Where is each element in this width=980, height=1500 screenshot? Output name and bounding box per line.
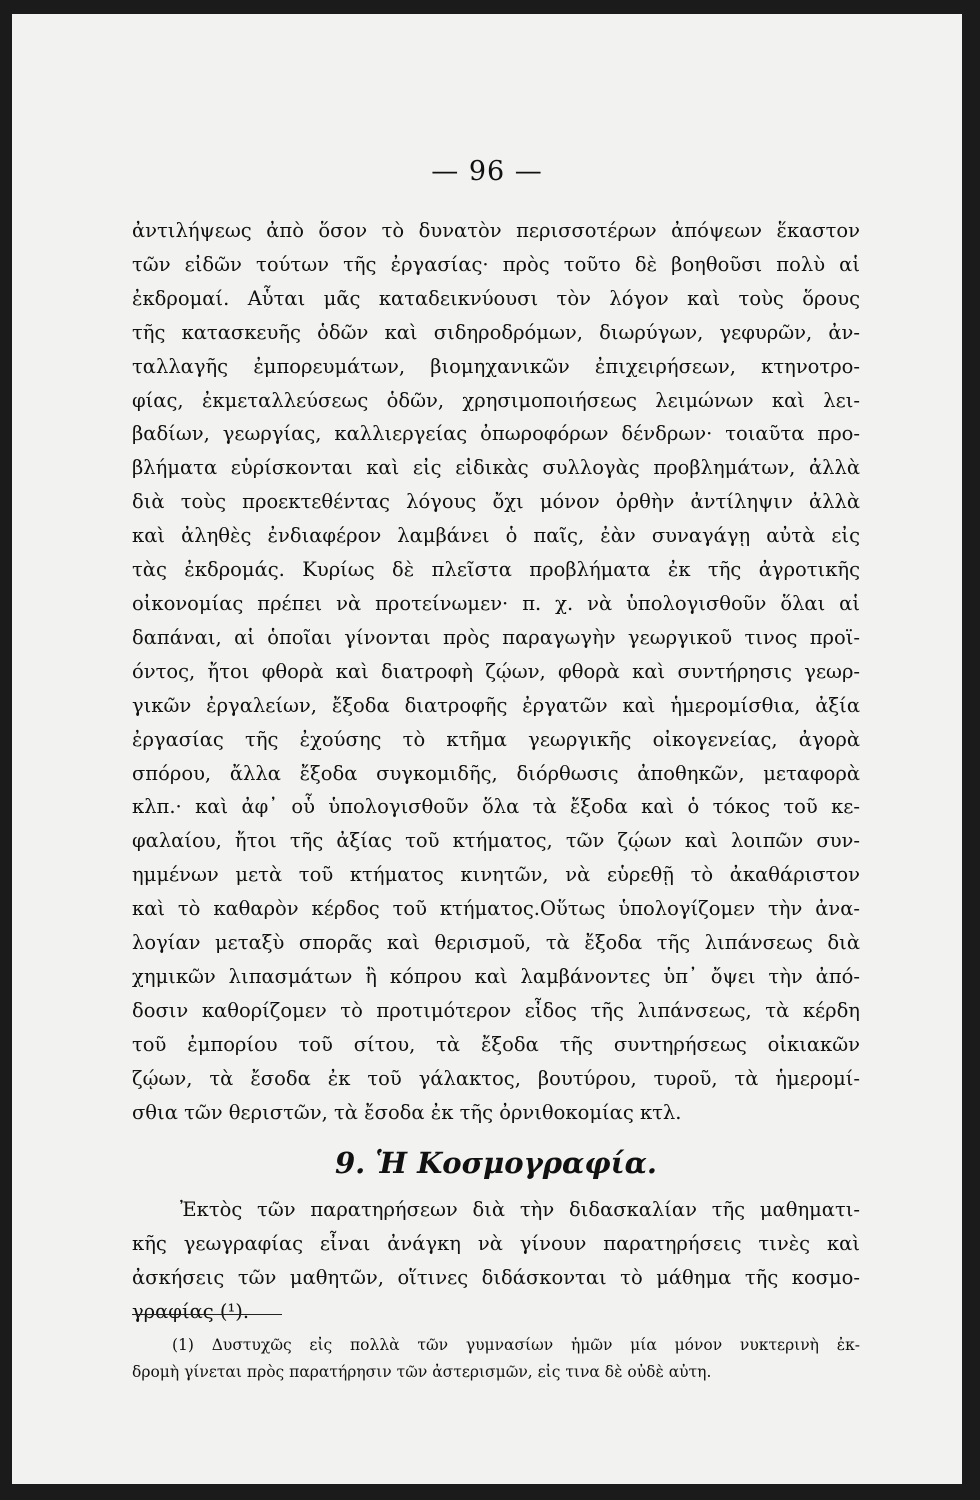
- text-line: σθια τῶν θεριστῶν, τὰ ἔσοδα ἐκ τῆς ὀρνιθοκομίας κτλ.: [132, 1100, 682, 1124]
- text-line: τοῦ ἐμπορίου τοῦ σίτου, τὰ ἔξοδα τῆς συντηρήσεως οἰκιακῶν: [132, 1032, 860, 1056]
- text-line: ζῴων, τὰ ἔσοδα ἐκ τοῦ γάλακτος, βουτύρου, τυροῦ, τὰ ἡμερομί-: [132, 1066, 860, 1090]
- text-line: φαλαίου, ἤτοι τῆς ἀξίας τοῦ κτήματος, τῶν ζῴων καὶ λοιπῶν συν-: [132, 829, 860, 853]
- text-line: ημμένων μετὰ τοῦ κτήματος κινητῶν, νὰ εὑρεθῇ τὸ ἀκαθάριστον: [132, 863, 860, 887]
- text-line: ἐκδρομαί. Αὗται μᾶς καταδεικνύουσι τὸν λόγον καὶ τοὺς ὅρους: [132, 286, 860, 310]
- text-line: χημικῶν λιπασμάτων ἢ κόπρου καὶ λαμβάνοντες ὑπ᾿ ὄψει τὴν ἀπό-: [132, 964, 860, 988]
- text-line: καὶ τὸ καθαρὸν κέρδος τοῦ κτήματος.Οὕτως ὑπολογίζομεν τὴν ἀνα-: [132, 897, 860, 921]
- text-line: οἰκονομίας πρέπει νὰ προτείνωμεν· π. χ. νὰ ὑπολογισθοῦν ὅλαι αἱ: [132, 591, 860, 615]
- paragraph-2: [132, 1193, 860, 1329]
- footnote-line: δρομὴ γίνεται πρὸς παρατήρησιν τῶν ἀστερισμῶν, εἰς τινα δὲ οὐδὲ αὐτη.: [132, 1363, 712, 1381]
- text-line: ταλλαγῆς ἐμπορευμάτων, βιομηχανικῶν ἐπιχειρήσεων, κτηνοτρο-: [132, 354, 860, 378]
- text-line: ἀσκήσεις τῶν μαθητῶν, οἵτινες διδάσκονται τὸ μάθημα τῆς κοσμο-: [132, 1266, 860, 1290]
- text-line: ἀντιλήψεως ἀπὸ ὅσον τὸ δυνατὸν περισσοτέρων ἀπόψεων ἕκαστον: [132, 219, 860, 242]
- text-line: κῆς γεωγραφίας εἶναι ἀνάγκη νὰ γίνουν παρατηρήσεις τινὲς καὶ: [132, 1232, 860, 1256]
- footnote-divider: [132, 1314, 282, 1315]
- text-line: όντος, ἤτοι φθορὰ καὶ διατροφὴ ζῴων, φθορὰ καὶ συντήρησις γεωρ-: [132, 659, 860, 683]
- footnote: [132, 1332, 860, 1386]
- text-line: δαπάναι, αἱ ὁποῖαι γίνονται πρὸς παραγωγὴν γεωργικοῦ τινος προϊ-: [132, 625, 860, 649]
- section-heading: [132, 1143, 860, 1183]
- text-line: τὰς ἐκδρομάς. Κυρίως δὲ πλεῖστα προβλήματα ἐκ τῆς ἀγροτικῆς: [132, 558, 860, 582]
- text-line: κλπ.· καὶ ἀφ᾿ οὗ ὑπολογισθοῦν ὅλα τὰ ἔξοδα καὶ ὁ τόκος τοῦ κε-: [132, 795, 860, 819]
- text-line: σπόρου, ἄλλα ἔξοδα συγκομιδῆς, διόρθωσις ἀποθηκῶν, μεταφορὰ: [132, 761, 860, 785]
- text-line: καὶ ἀληθὲς ἐνδιαφέρον λαμβάνει ὁ παῖς, ἐὰν συναγάγῃ αὐτὰ εἰς: [132, 524, 860, 548]
- text-line: τῆς κατασκευῆς ὁδῶν καὶ σιδηροδρόμων, διωρύγων, γεφυρῶν, ἀν-: [132, 320, 860, 344]
- book-page: [12, 14, 962, 1484]
- text-line: λογίαν μεταξὺ σπορᾶς καὶ θερισμοῦ, τὰ ἔξοδα τῆς λιπάνσεως διὰ: [132, 931, 860, 955]
- text-line: δοσιν καθορίζομεν τὸ προτιμότερον εἶδος τῆς λιπάνσεως, τὰ κέρδη: [132, 998, 860, 1022]
- text-line: τῶν εἰδῶν τούτων τῆς ἐργασίας· πρὸς τοῦτο δὲ βοηθοῦσι πολὺ αἱ: [132, 252, 860, 276]
- text-line: Ἐκτὸς τῶν παρατηρήσεων διὰ τὴν διδασκαλίαν τῆς μαθηματι-: [180, 1198, 860, 1222]
- text-line: ἐργασίας τῆς ἐχούσης τὸ κτῆμα γεωργικῆς οἰκογενείας, ἀγορὰ: [132, 727, 860, 751]
- text-line: βαδίων, γεωργίας, καλλιεργείας ὀπωροφόρων δένδρων· τοιαῦτα προ-: [132, 422, 860, 446]
- text-line: γραφίας (¹).: [132, 1300, 250, 1324]
- text-line: βλήματα εὑρίσκονται καὶ εἰς εἰδικὰς συλλογὰς προβλημάτων, ἀλλὰ: [132, 456, 860, 480]
- text-line: φίας, ἐκμεταλλεύσεως ὁδῶν, χρησιμοποιήσεως λειμώνων καὶ λει-: [132, 388, 860, 412]
- main-text: [132, 214, 860, 1329]
- footnote-line: (1) Δυστυχῶς εἰς πολλὰ τῶν γυμνασίων ἡμῶν μία μόνον νυκτερινὴ ἐκ-: [172, 1336, 860, 1354]
- text-line: διὰ τοὺς προεκτεθέντας λόγους ὄχι μόνον ὀρθὴν ἀντίληψιν ἀλλὰ: [132, 490, 860, 514]
- text-line: γικῶν ἐργαλείων, ἔξοδα διατροφῆς ἐργατῶν καὶ ἡμερομίσθια, ἀξία: [132, 693, 860, 717]
- section-title: Ἡ Κοσμογραφία.: [375, 1146, 658, 1181]
- page-number: — 96 —: [431, 156, 543, 187]
- section-number: 9.: [334, 1146, 366, 1181]
- paragraph-1: [132, 214, 860, 1129]
